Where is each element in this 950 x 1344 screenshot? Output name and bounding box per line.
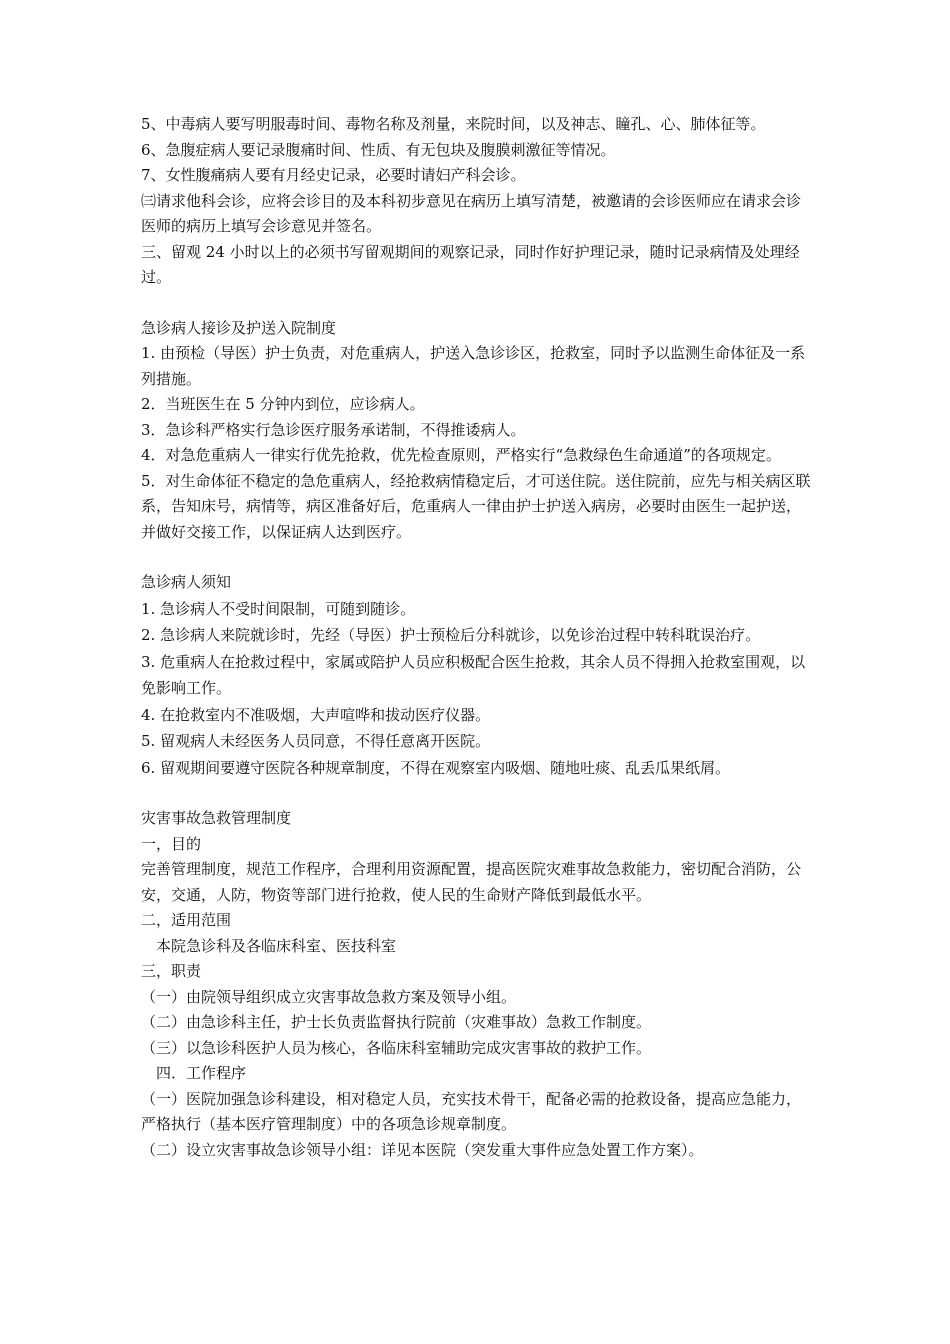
section-title: 急诊病人须知 [141,573,232,591]
paragraph: （二）设立灾害事故急诊领导小组：详见本医院（突发重大事件应急处置工作方案）。 [141,1140,704,1159]
paragraph: 一，目的 [141,834,202,853]
section-title: 灾害事故急救管理制度 [141,809,292,827]
paragraph: 二，适用范围 [141,911,232,929]
paragraph: （三）以急诊科医护人员为核心，各临床科室辅助完成灾害事故的救护工作。 [141,1038,652,1057]
paragraph: 6、急腹症病人要记录腹痛时间、性质、有无包块及腹膜刺激征等情况。 [141,140,616,159]
paragraph: 7、女性腹痛病人要有月经史记录，必要时请妇产科会诊。 [141,166,526,184]
paragraph: 三，职责 [141,962,202,980]
section-emergency-records [141,112,813,291]
paragraph: 3．急诊科严格实行急诊医疗服务承诺制，不得推诿病人。 [141,420,526,439]
blank-line [141,781,813,806]
paragraph: 2．当班医生在 5 分钟内到位，应诊病人。 [141,395,425,413]
paragraph: 2. 急诊病人来院就诊时，先经（导医）护士预检后分科就诊，以免诊治过程中转科耽误治疗。 [141,626,761,644]
document-page [141,112,813,1163]
section-patient-notice [141,570,813,781]
paragraph: 三、留观 24 小时以上的必须书写留观期间的观察记录，同时作好护理记录，随时记录病情及处理经过。 [141,242,800,286]
paragraph: 5. 留观病人未经医务人员同意，不得任意离开医院。 [141,732,491,750]
paragraph: 4. 在抢救室内不准吸烟，大声喧哗和拔动医疗仪器。 [141,705,491,724]
paragraph: 3. 危重病人在抢救过程中，家属或陪护人员应积极配合医生抢救，其余人员不得拥入抢救室围观，以免影响工作。 [141,652,806,697]
paragraph: 5、中毒病人要写明服毒时间、毒物名称及剂量，来院时间，以及神志、瞳孔、心、肺体征等。 [141,115,766,133]
paragraph: 1. 急诊病人不受时间限制，可随到随诊。 [141,599,416,618]
blank-line [141,291,813,316]
paragraph: 完善管理制度，规范工作程序，合理利用资源配置，提高医院灾难事故急救能力，密切配合消防，公安，交通，人防，物资等部门进行抢救，使人民的生命财产降低到最低水平。 [141,860,802,904]
paragraph: 4．对急危重病人一律实行优先抢救，优先检查原则，严格实行“急救绿色生命通道”的各项规定。 [141,446,781,464]
paragraph: 四．工作程序 [141,1064,247,1082]
paragraph: （一）由院领导组织成立灾害事故急救方案及领导小组。 [141,987,517,1006]
paragraph: 1. 由预检（导医）护士负责，对危重病人，护送入急诊诊区，抢救室，同时予以监测生命体征及一系列措施。 [141,344,806,388]
paragraph: 本院急诊科及各临床科室、医技科室 [141,936,397,955]
blank-line [141,545,813,570]
section-disaster-management [141,806,813,1163]
paragraph: 6. 留观期间要遵守医院各种规章制度，不得在观察室内吸烟、随地吐痰、乱丢瓜果纸屑。 [141,758,731,777]
paragraph: ㈢请求他科会诊，应将会诊目的及本科初步意见在病历上填写清楚，被邀请的会诊医师应在请求会诊医师的病历上填写会诊意见并签名。 [141,191,802,235]
section-admission-escort [141,316,813,546]
paragraph: 5．对生命体征不稳定的急危重病人，经抢救病情稳定后，才可送住院。送住院前，应先与相关病区联系，告知床号，病情等，病区准备好后，危重病人一律由护士护送入病房，必要时由医生一起护送，并做好交接工作，以保证病人达到医疗。 [141,471,811,541]
paragraph: （一）医院加强急诊科建设，相对稳定人员，充实技术骨干，配备必需的抢救设备，提高应急能力，严格执行（基本医疗管理制度）中的各项急诊规章制度。 [141,1089,802,1133]
paragraph: （二）由急诊科主任，护士长负责监督执行院前（灾难事故）急救工作制度。 [141,1013,652,1031]
section-title: 急诊病人接诊及护送入院制度 [141,318,337,337]
